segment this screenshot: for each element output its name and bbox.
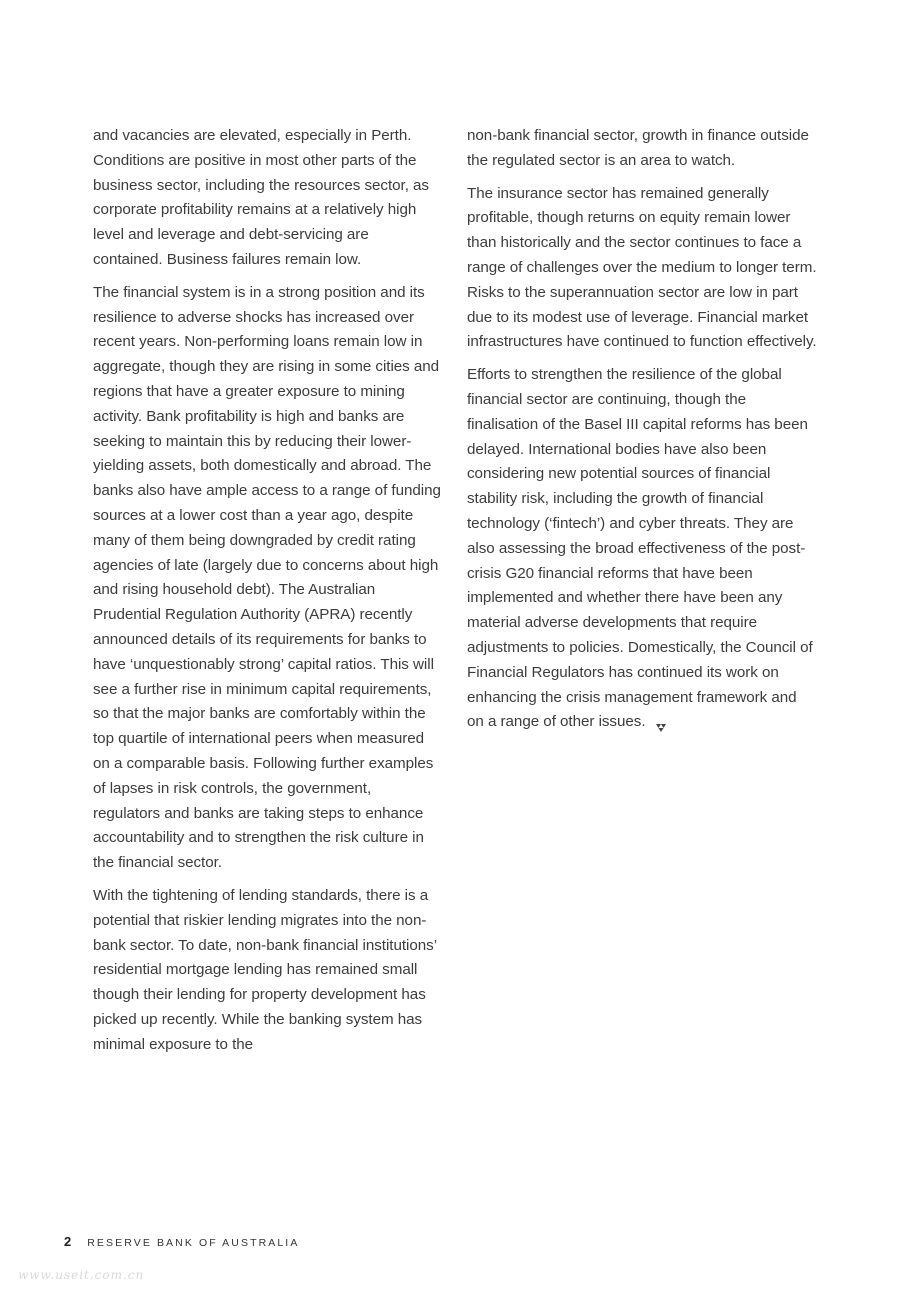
paragraph-text: Efforts to strengthen the resilience of the global financial sector are continuing, though the finalisation of the Basel III capital reforms has been delayed. International bodies have also been considering new potential sources of financial stability risk, including the growth of financial technology (‘fintech’) and cyber threats. They are also assessing the broad effectiveness of the post-crisis G20 financial reforms that have been implemented and whether there have been any material adverse developments that require adjustments to policies. Domestically, the Council of Financial Regulators has continued its work on enhancing the crisis management framework and on a range of other issues. [467,366,813,731]
paragraph: The financial system is in a strong position and its resilience to adverse shocks has increased over recent years. Non-performing loans remain low in aggregate, though they are rising in some cities and regions that have a greater exposure to mining activity. Bank profitability is high and banks are seeking to maintain this by reducing their lower-yielding assets, both domestically and abroad. The banks also have ample access to a range of funding sources at a lower cost than a year ago, despite many of them being downgraded by credit rating agencies of late (largely due to concerns about high and rising household debt). The Australian Prudential Regulation Authority (APRA) recently announced details of its requirements for banks to have ‘unquestionably strong’ capital ratios. This will see a further rise in minimum capital requirements, so that the major banks are comfortably within the top quartile of international peers when measured on a comparable basis. Following further examples of lapses in risk controls, the government, regulators and banks are taking steps to enhance accountability and to strengthen the risk culture in the financial sector. [93,283,441,872]
page-number: 2 [64,1234,72,1249]
running-head: RESERVE BANK OF AUSTRALIA [87,1237,300,1249]
end-mark-icon [655,717,667,727]
page-footer [64,1234,299,1249]
paragraph: and vacancies are elevated, especially in Perth. Conditions are positive in most other parts of the business sector, including the resources sector, as corporate profitability remains at a relatively high level and leverage and debt-servicing are contained. Business failures remain low. [93,127,429,268]
right-column [467,124,817,743]
watermark: www.useit.com.cn [18,1268,145,1282]
paragraph: non-bank financial sector, growth in finance outside the regulated sector is an area to watch. [467,127,809,169]
paragraph: The insurance sector has remained generally profitable, though returns on equity remain lower than historically and the sector continues to face a range of challenges over the medium to longer term. Risks to the superannuation sector are low in part due to its modest use of leverage. Financial market infrastructures have continued to function effectively. [467,184,817,351]
last-paragraph [467,363,817,735]
left-column [93,124,441,1065]
paragraph: With the tightening of lending standards, there is a potential that riskier lending migrates into the non-bank sector. To date, non-bank financial institutions’ residential mortgage lending has remained small though their lending for property development has picked up recently. While the banking system has minimal exposure to the [93,886,437,1053]
